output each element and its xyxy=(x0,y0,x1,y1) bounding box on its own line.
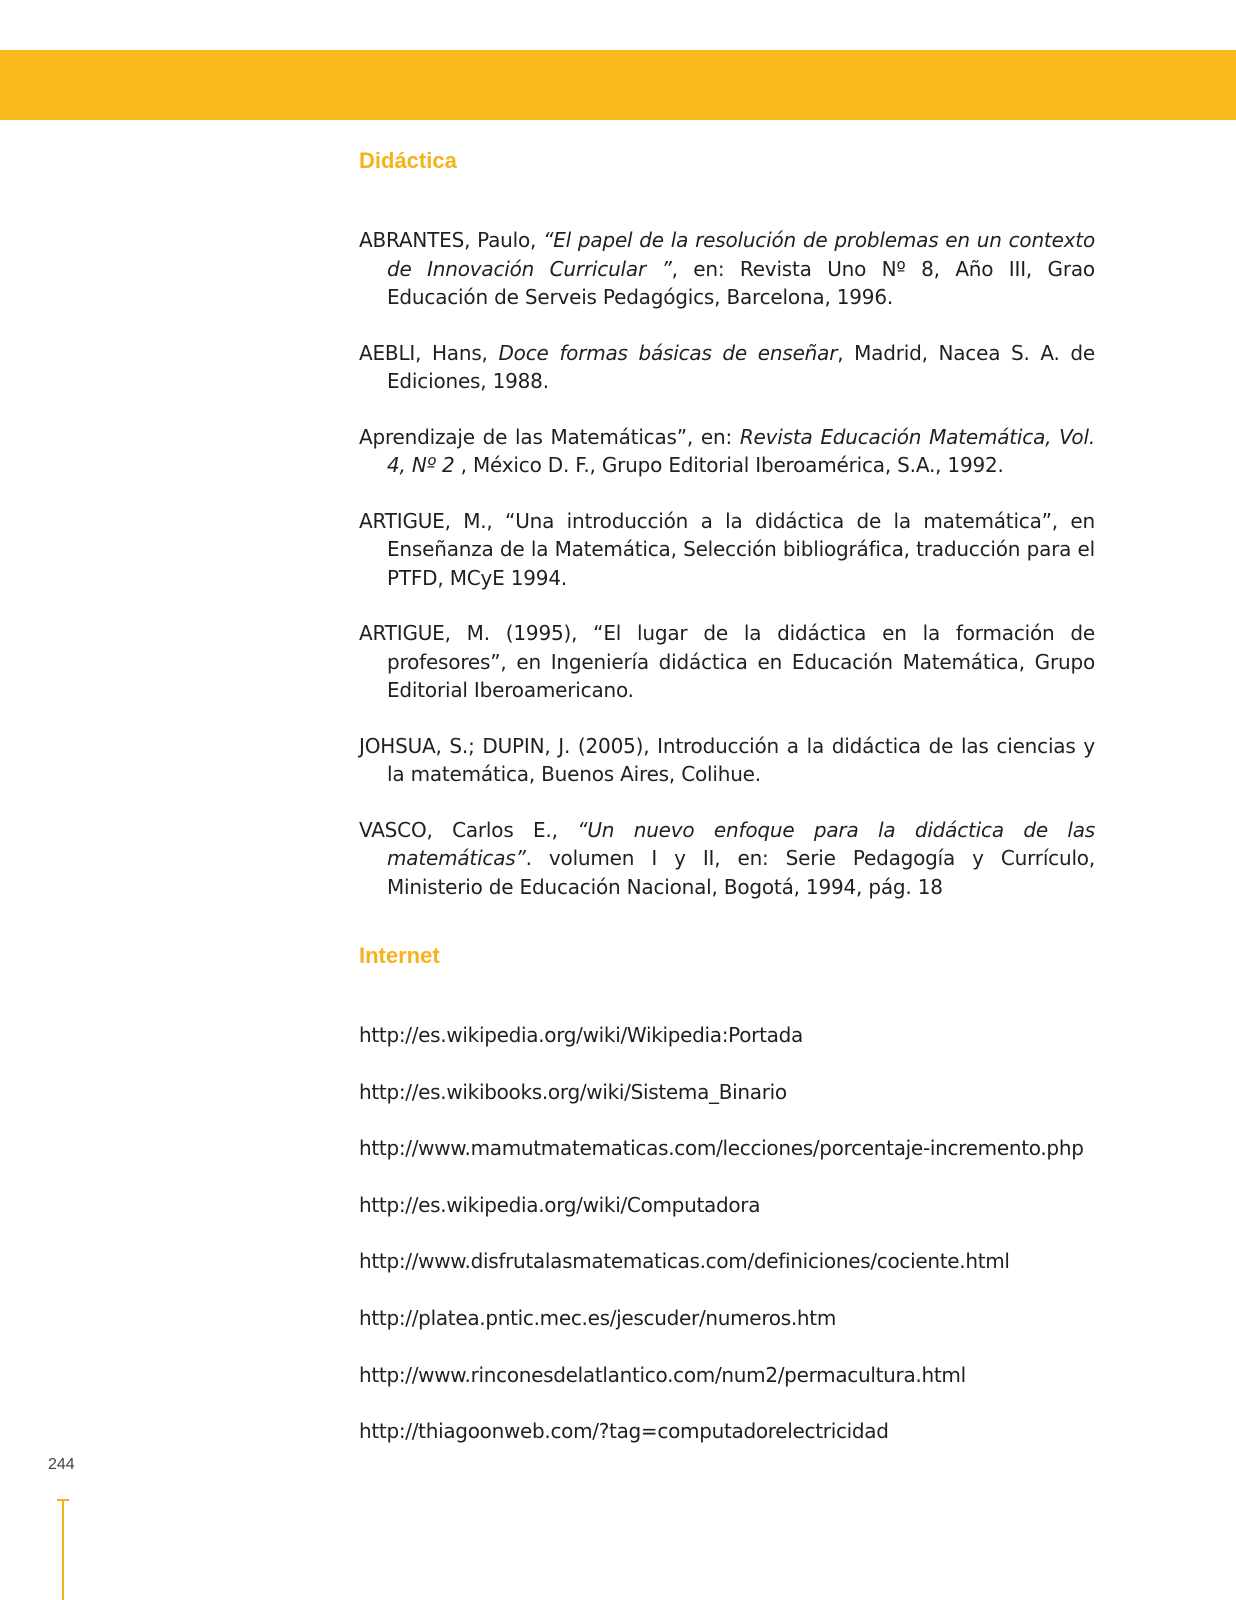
url-link[interactable]: http://es.wikipedia.org/wiki/Computadora xyxy=(359,1192,761,1217)
url-link[interactable]: http://platea.pntic.mec.es/jescuder/numeros.htm xyxy=(359,1305,837,1330)
header-band xyxy=(0,50,1236,120)
reference-item xyxy=(359,619,1095,705)
url-link[interactable]: http://www.rinconesdelatlantico.com/num2/permacultura.html xyxy=(359,1362,966,1387)
reference-item xyxy=(359,732,1095,789)
section-heading-didactica: Didáctica xyxy=(359,148,457,173)
internet-link-list xyxy=(359,1021,1095,1445)
reference-text: . volumen I y II, en: Serie Pedagogía y Currículo, Ministerio de Educación Nacional, Bogotá, 1994, pág. 18 xyxy=(387,846,1095,899)
reference-item xyxy=(359,339,1095,396)
reference-title: Revista Educación Matemática, Vol. 4, Nº 2 xyxy=(387,424,1095,477)
url-link[interactable]: http://www.disfrutalasmatematicas.com/definiciones/cociente.html xyxy=(359,1249,1010,1274)
reference-item xyxy=(359,816,1095,902)
reference-text: AEBLI, Hans, xyxy=(359,340,499,365)
page-content xyxy=(359,140,1095,1474)
reference-item xyxy=(359,423,1095,480)
url-link[interactable]: http://thiagoonweb.com/?tag=computadorelectricidad xyxy=(359,1419,889,1444)
reference-title: “Un nuevo enfoque para la didáctica de las matemáticas” xyxy=(387,817,1096,870)
reference-item xyxy=(359,507,1095,593)
reference-item xyxy=(359,226,1095,312)
reference-text: ARTIGUE, M., “Una introducción a la didáctica de la matemática”, en Enseñanza de la Matemática, Selección bibliográfica, traducción para el PTFD, MCyE 1994. xyxy=(359,508,1095,590)
reference-text: JOHSUA, S.; DUPIN, J. (2005), Introducción a la didáctica de las ciencias y la matemática, Buenos Aires, Colihue. xyxy=(359,733,1095,786)
didactica-reference-list xyxy=(359,226,1095,901)
reference-text: , Madrid, Nacea S. A. de Ediciones, 1988. xyxy=(387,340,1095,393)
reference-text: ABRANTES, Paulo, xyxy=(359,228,544,252)
reference-text: VASCO, Carlos E., xyxy=(359,817,578,842)
url-link[interactable]: http://www.mamutmatematicas.com/lecciones/porcentaje-incremento.php xyxy=(359,1136,1084,1161)
section-heading-internet: Internet xyxy=(359,943,440,968)
reference-text: Aprendizaje de las Matemáticas”, en: xyxy=(359,424,740,449)
page-number: 244 xyxy=(48,1456,75,1473)
reference-text: , México D. F., Grupo Editorial Iberoamérica, S.A., 1992. xyxy=(454,453,1004,477)
reference-text: , en: Revista Uno Nº 8, Año III, Grao Educación de Serveis Pedagógics, Barcelona, 1996. xyxy=(387,256,1095,309)
url-link[interactable]: http://es.wikibooks.org/wiki/Sistema_Binario xyxy=(359,1079,787,1104)
url-link[interactable]: http://es.wikipedia.org/wiki/Wikipedia:Portada xyxy=(359,1023,803,1047)
reference-title: “El papel de la resolución de problemas en un contexto de Innovación Curricular ” xyxy=(387,228,1095,281)
margin-rule xyxy=(62,1500,64,1600)
reference-title: Doce formas básicas de enseñar xyxy=(498,340,838,365)
reference-text: ARTIGUE, M. (1995), “El lugar de la didáctica en la formación de profesores”, en Ingeniería didáctica en Educación Matemática, Grupo Editorial Iberoamericano. xyxy=(359,621,1095,702)
